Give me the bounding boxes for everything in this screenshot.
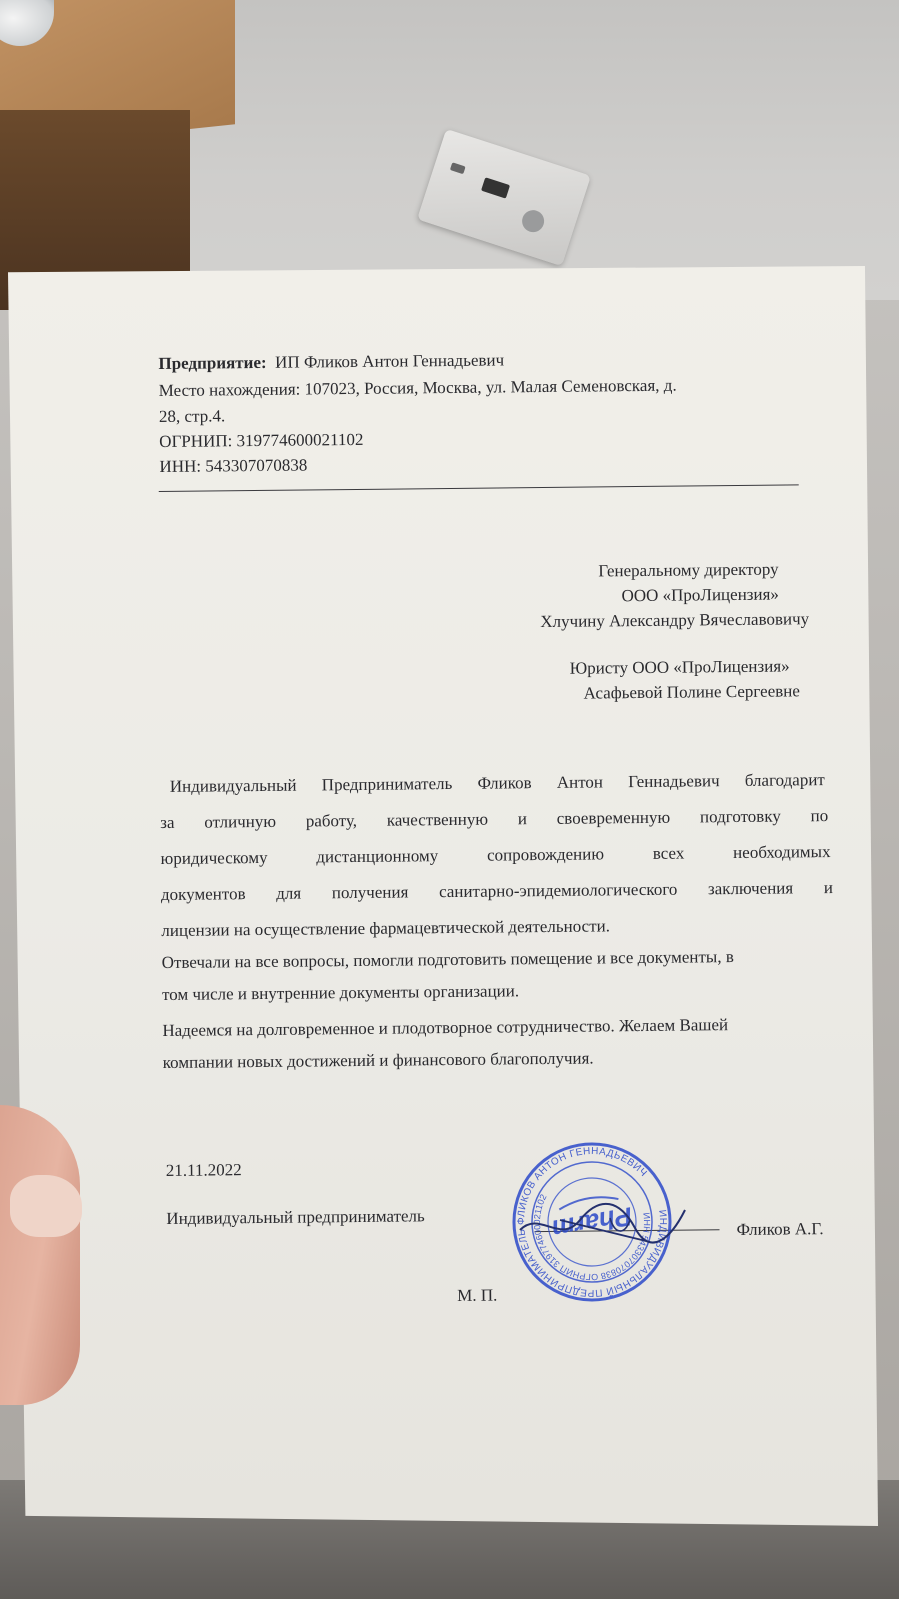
body-p1-line-2: за отличную работу, качественную и своевременную подготовку по xyxy=(160,806,829,833)
stamp-outer-text: ИНДИВИДУАЛЬНЫЙ ПРЕДПРИНИМАТЕЛЬ ФЛИКОВ АНТОН ГЕННАДЬЕВИЧ xyxy=(515,1145,669,1299)
enterprise-name: ИП Фликов Антон Геннадьевич xyxy=(275,350,505,372)
enterprise-line xyxy=(158,349,504,375)
stamp-center-text: Pharm xyxy=(549,1201,635,1245)
header-divider xyxy=(159,484,799,492)
body-p1-line-5: лицензии на осуществление фармацевтической деятельности. xyxy=(161,916,611,941)
body-p1-line-1: Индивидуальный Предприниматель Фликов Антон Геннадьевич благодарит xyxy=(169,770,825,796)
addressee-line-4: Юристу ООО «ПроЛицензия» xyxy=(569,656,790,678)
body-p2-line-2: том числе и внутренние документы организации. xyxy=(161,981,520,1005)
body-p1-line-4: документов для получения санитарно-эпидемиологического заключения и xyxy=(160,877,834,905)
addressee-line-3: Хлучину Александру Вячеславовичу xyxy=(540,609,810,632)
signature-icon xyxy=(500,1190,700,1250)
stamp-inner-text: ИНН 543307070838 ОГРНИП 319774600021102 xyxy=(531,1192,653,1283)
address-line-2: 28, стр.4. xyxy=(158,406,226,427)
letter-date: 21.11.2022 xyxy=(165,1160,242,1180)
body-p2-line-1: Отвечали на все вопросы, помогли подготовить помещение и все документы, в xyxy=(161,947,734,973)
signer-title: Индивидуальный предприниматель xyxy=(166,1206,425,1228)
ogrnip: ОГРНИП: 319774600021102 xyxy=(159,429,364,452)
inn: ИНН: 543307070838 xyxy=(159,455,308,477)
body-p1-line-3: юридическому дистанционному сопровождению всех необходимых xyxy=(160,842,831,869)
addressee-line-2: ООО «ПроЛицензия» xyxy=(621,584,779,606)
addressee-line-1: Генеральному директору xyxy=(598,559,779,581)
mp-label: М. П. xyxy=(457,1285,498,1305)
addressee-line-5: Асафьевой Полине Сергеевне xyxy=(583,681,800,703)
body-p3-line-1: Надеемся на долговременное и плодотворное сотрудничество. Желаем Вашей xyxy=(162,1015,729,1041)
address-line-1: Место нахождения: 107023, Россия, Москва, ул. Малая Семеновская, д. xyxy=(158,375,677,401)
signer-name: Фликов А.Г. xyxy=(736,1219,824,1240)
enterprise-label: Предприятие: xyxy=(158,352,267,374)
body-p3-line-2: компании новых достижений и финансового благополучия. xyxy=(162,1048,594,1073)
